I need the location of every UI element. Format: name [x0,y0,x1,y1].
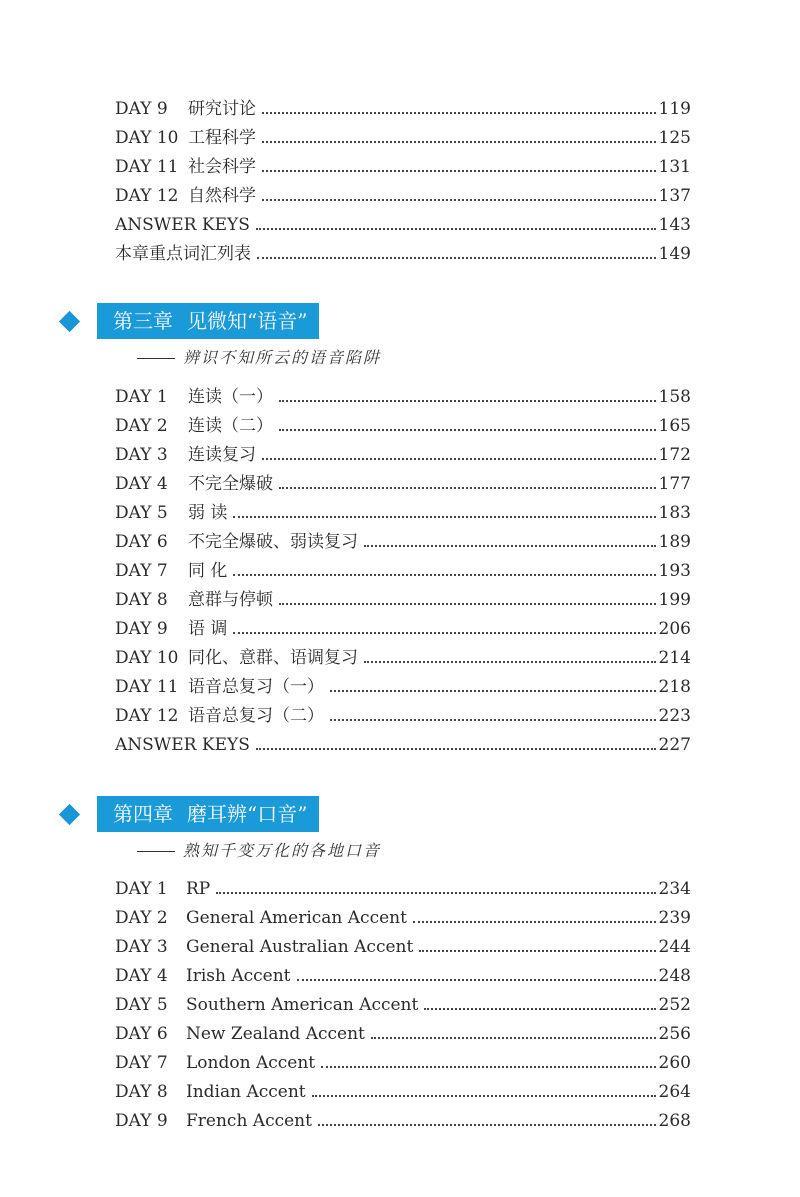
toc-day-label: DAY 9 [115,619,168,639]
toc-entry[interactable] [115,494,691,523]
toc-entry-title: 弱 读 [188,503,228,523]
toc-page-number: 256 [658,1024,691,1044]
toc-page-number: 177 [658,474,691,494]
toc-page-number: 218 [658,677,691,697]
diamond-bullet-icon [59,310,80,331]
toc-entry-title: ANSWER KEYS [115,215,250,235]
toc-day-label: DAY 3 [115,445,168,465]
toc-entry-title: ANSWER KEYS [115,735,250,755]
toc-entry[interactable] [115,986,691,1015]
toc-entry[interactable] [115,726,691,755]
toc-entry-title: 连读（一） [188,387,273,407]
toc-section-chapter3 [115,378,691,755]
dot-leader [330,690,656,692]
toc-page-number: 143 [658,215,691,235]
toc-page-number: 268 [658,1111,691,1131]
toc-page-number: 172 [658,445,691,465]
dot-leader [233,574,655,576]
toc-page-number: 252 [658,995,691,1015]
chapter4-subtitle-text: 熟知千变万化的各地口音 [183,841,382,860]
dot-leader [312,1095,656,1097]
dot-leader [364,661,656,663]
toc-entry[interactable] [115,552,691,581]
toc-section-chapter4 [115,870,691,1131]
toc-page-number: 239 [658,908,691,928]
toc-entry[interactable] [115,235,691,264]
toc-day-label: DAY 6 [115,532,168,552]
toc-entry-title: 工程科学 [188,128,256,148]
dot-leader [279,400,656,402]
toc-entry-title: Irish Accent [186,966,291,986]
toc-entry[interactable] [115,957,691,986]
toc-entry[interactable] [115,465,691,494]
dot-leader [262,458,656,460]
toc-entry-title: 不完全爆破、弱读复习 [188,532,358,552]
toc-entry-title: RP [186,879,211,899]
toc-entry[interactable] [115,378,691,407]
chapter3-number: 第三章 [113,309,173,333]
toc-entry[interactable] [115,407,691,436]
dot-leader [233,516,655,518]
toc-page-number: 214 [658,648,691,668]
toc-entry[interactable] [115,206,691,235]
toc-entry-title: 连读复习 [188,445,256,465]
toc-entry[interactable] [115,668,691,697]
chapter4-number: 第四章 [113,802,173,826]
toc-entry-title: 研究讨论 [188,99,256,119]
toc-page-number: 206 [658,619,691,639]
chapter3-title-box [97,303,319,339]
toc-entry[interactable] [115,148,691,177]
toc-entry-title: 意群与停顿 [188,590,273,610]
toc-page-number: 264 [658,1082,691,1102]
dot-leader [419,950,655,952]
dot-leader [321,1066,655,1068]
toc-day-label: DAY 3 [115,937,168,957]
toc-day-label: DAY 8 [115,590,168,610]
toc-entry-title: French Accent [186,1111,312,1131]
toc-day-label: DAY 4 [115,966,168,986]
dot-leader [297,979,656,981]
toc-page-number: 199 [658,590,691,610]
toc-page-number: 244 [658,937,691,957]
toc-entry[interactable] [115,899,691,928]
chapter4-title-box [97,796,319,832]
dot-leader [330,719,656,721]
toc-day-label: DAY 10 [115,128,179,148]
toc-entry[interactable] [115,177,691,206]
toc-page-number: 260 [658,1053,691,1073]
dot-leader [262,141,656,143]
toc-entry[interactable] [115,870,691,899]
toc-page-number: 137 [658,186,691,206]
toc-page-number: 165 [658,416,691,436]
dot-leader [256,748,656,750]
toc-page-number: 131 [658,157,691,177]
dot-leader [256,228,656,230]
chapter4-title: 磨耳辨“口音” [187,802,308,826]
dot-leader [216,892,655,894]
toc-day-label: DAY 5 [115,995,168,1015]
dot-leader [279,487,656,489]
toc-entry-title: New Zealand Accent [186,1024,365,1044]
toc-day-label: DAY 12 [115,706,179,726]
toc-page-number: 227 [658,735,691,755]
toc-day-label: DAY 4 [115,474,168,494]
toc-entry-title: 连读（二） [188,416,273,436]
toc-entry[interactable] [115,1073,691,1102]
toc-page-number: 119 [658,99,691,119]
toc-entry-title: 语 调 [188,619,228,639]
dot-leader [279,429,656,431]
toc-entry-title: 不完全爆破 [188,474,273,494]
dot-leader [364,545,656,547]
subtitle-dash [137,358,175,359]
toc-day-label: DAY 12 [115,186,179,206]
toc-section-top [115,90,691,264]
toc-day-label: DAY 1 [115,387,168,407]
toc-page-number: 223 [658,706,691,726]
toc-entry-title: Indian Accent [186,1082,306,1102]
dot-leader [262,170,656,172]
chapter3-subtitle [137,345,381,368]
toc-day-label: DAY 7 [115,1053,168,1073]
toc-entry[interactable] [115,90,691,119]
toc-day-label: DAY 9 [115,99,168,119]
toc-day-label: DAY 11 [115,677,179,697]
toc-entry[interactable] [115,581,691,610]
toc-day-label: DAY 2 [115,908,168,928]
toc-day-label: DAY 7 [115,561,168,581]
chapter3-title: 见微知“语音” [187,309,308,333]
toc-entry[interactable] [115,119,691,148]
dot-leader [257,257,656,259]
toc-entry-title: General Australian Accent [186,937,414,957]
diamond-bullet-icon [59,803,80,824]
toc-entry-title: 自然科学 [188,186,256,206]
toc-page-number: 193 [658,561,691,581]
toc-day-label: DAY 10 [115,648,179,668]
chapter4-header [62,796,319,832]
toc-page-number: 149 [658,244,691,264]
dot-leader [233,632,655,634]
dot-leader [318,1124,656,1126]
toc-day-label: DAY 9 [115,1111,168,1131]
chapter3-header [62,303,319,339]
toc-entry[interactable] [115,639,691,668]
toc-entry-title: 同 化 [188,561,228,581]
toc-entry[interactable] [115,1044,691,1073]
toc-entry[interactable] [115,1102,691,1131]
toc-entry[interactable] [115,928,691,957]
toc-day-label: DAY 5 [115,503,168,523]
subtitle-dash [137,851,175,852]
toc-entry-title: London Accent [186,1053,316,1073]
toc-day-label: DAY 8 [115,1082,168,1102]
toc-entry-title: 语音总复习（一） [188,677,324,697]
toc-entry[interactable] [115,610,691,639]
toc-page-number: 158 [658,387,691,407]
toc-entry-title: 同化、意群、语调复习 [188,648,358,668]
chapter4-subtitle [137,838,381,861]
toc-entry-title: 本章重点词汇列表 [115,244,251,264]
toc-entry[interactable] [115,436,691,465]
toc-entry-title: 语音总复习（二） [188,706,324,726]
toc-entry[interactable] [115,697,691,726]
dot-leader [424,1008,655,1010]
dot-leader [262,112,656,114]
toc-entry-title: Southern American Accent [186,995,419,1015]
dot-leader [413,921,656,923]
toc-day-label: DAY 2 [115,416,168,436]
dot-leader [262,199,656,201]
toc-entry-title: 社会科学 [188,157,256,177]
toc-entry[interactable] [115,1015,691,1044]
toc-page-number: 183 [658,503,691,523]
toc-entry-title: General American Accent [186,908,407,928]
chapter3-subtitle-text: 辨识不知所云的语音陷阱 [183,348,382,367]
toc-page-number: 234 [658,879,691,899]
toc-page-number: 189 [658,532,691,552]
dot-leader [279,603,656,605]
dot-leader [371,1037,656,1039]
toc-day-label: DAY 11 [115,157,179,177]
toc-entry[interactable] [115,523,691,552]
toc-day-label: DAY 1 [115,879,168,899]
toc-page-number: 125 [658,128,691,148]
toc-day-label: DAY 6 [115,1024,168,1044]
toc-page-number: 248 [658,966,691,986]
